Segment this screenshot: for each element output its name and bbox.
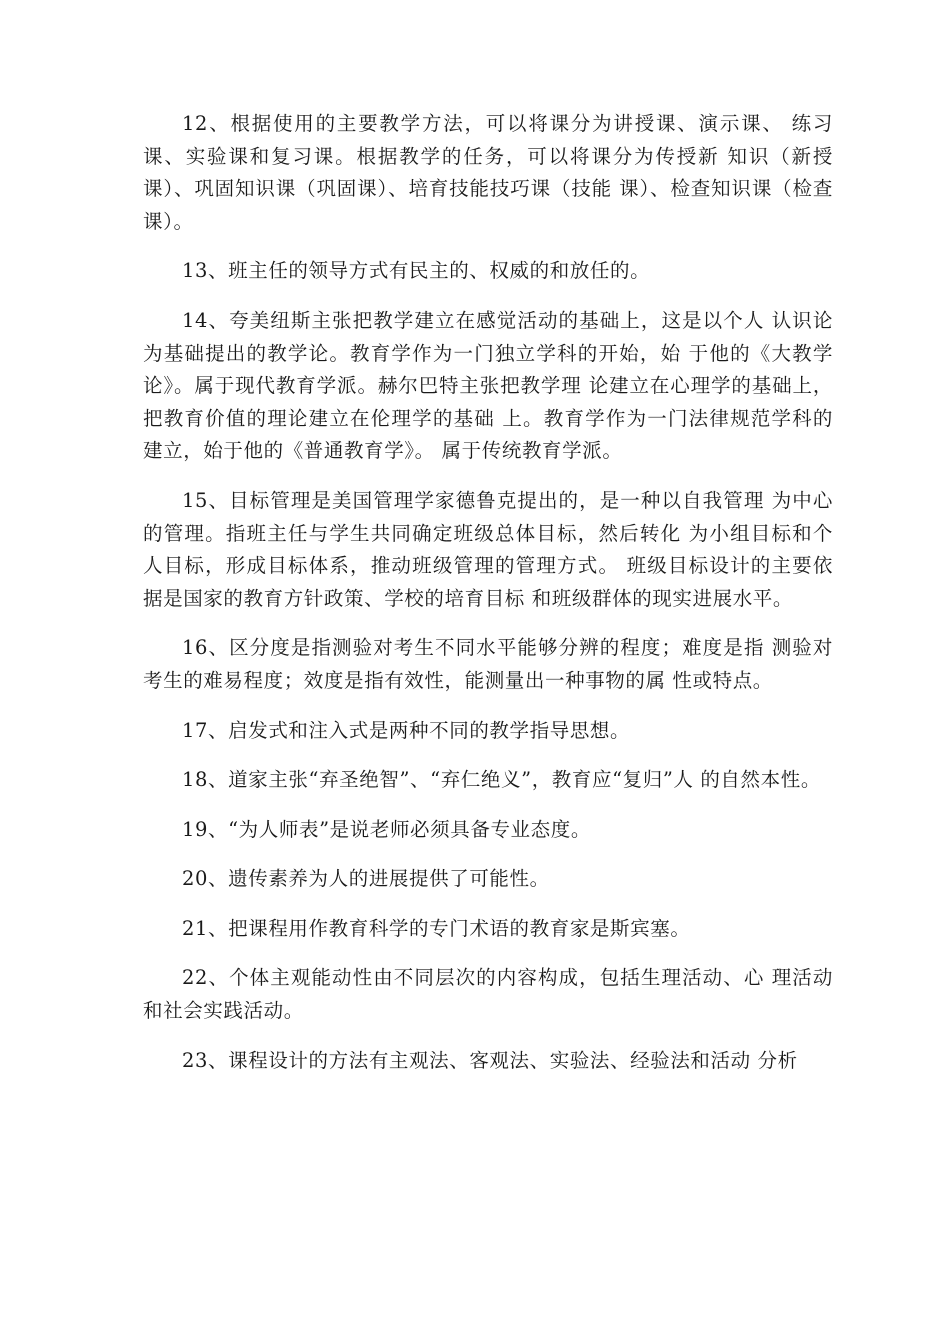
paragraph-22: 22、个体主观能动性由不同层次的内容构成，包括生理活动、心 理活动和社会实践活动。 — [143, 966, 833, 1023]
paragraph-14: 14、夸美纽斯主张把教学建立在感觉活动的基础上，这是以个人 认识论为基础提出的教学论。教育学作为一门独立学科的开始，始 于他的《大教学论》。属于现代教育学派。赫尔巴特主张把教学理 论建立在心理学的基础上，把教育价值的理论建立在伦理学的基础 上。教育学作为一门法律规范学科的建立，始于他的《普通教育学》。 属于传统教育学派。 — [143, 308, 833, 463]
paragraph-19: 19、“为人师表”是说老师必须具备专业态度。 — [182, 817, 591, 841]
paragraph-16: 16、区分度是指测验对考生不同水平能够分辨的程度；难度是指 测验对考生的难易程度；效度是指有效性，能测量出一种事物的属 性或特点。 — [143, 636, 833, 692]
paragraph-18: 18、道家主张“弃圣绝智”、“弃仁绝义”，教育应“复归”人 的自然本性。 — [182, 768, 821, 792]
paragraph-13: 13、班主任的领导方式有民主的、权威的和放任的。 — [182, 259, 651, 283]
document-page — [143, 108, 833, 1094]
paragraph-23: 23、课程设计的方法有主观法、客观法、实验法、经验法和活动 分析 — [182, 1048, 798, 1072]
paragraph-20: 20、遗传素养为人的进展提供了可能性。 — [182, 867, 550, 891]
paragraph-21: 21、把课程用作教育科学的专门术语的教育家是斯宾塞。 — [182, 916, 691, 940]
paragraph-15: 15、目标管理是美国管理学家德鲁克提出的，是一种以自我管理 为中心的管理。指班主任与学生共同确定班级总体目标，然后转化 为小组目标和个人目标，形成目标体系，推动班级管理的管理方式。 班级目标设计的主要依据是国家的教育方针政策、学校的培育目标 和班级群体的现实进展水平。 — [143, 488, 833, 610]
paragraph-12: 12、根据使用的主要教学方法，可以将课分为讲授课、演示课、 练习课、实验课和复习课。根据教学的任务，可以将课分为传授新 知识（新授课）、巩固知识课（巩固课）、培育技能技巧课（技能 课）、检查知识课（检查课）。 — [143, 112, 833, 233]
paragraph-17: 17、启发式和注入式是两种不同的教学指导思想。 — [182, 718, 631, 742]
